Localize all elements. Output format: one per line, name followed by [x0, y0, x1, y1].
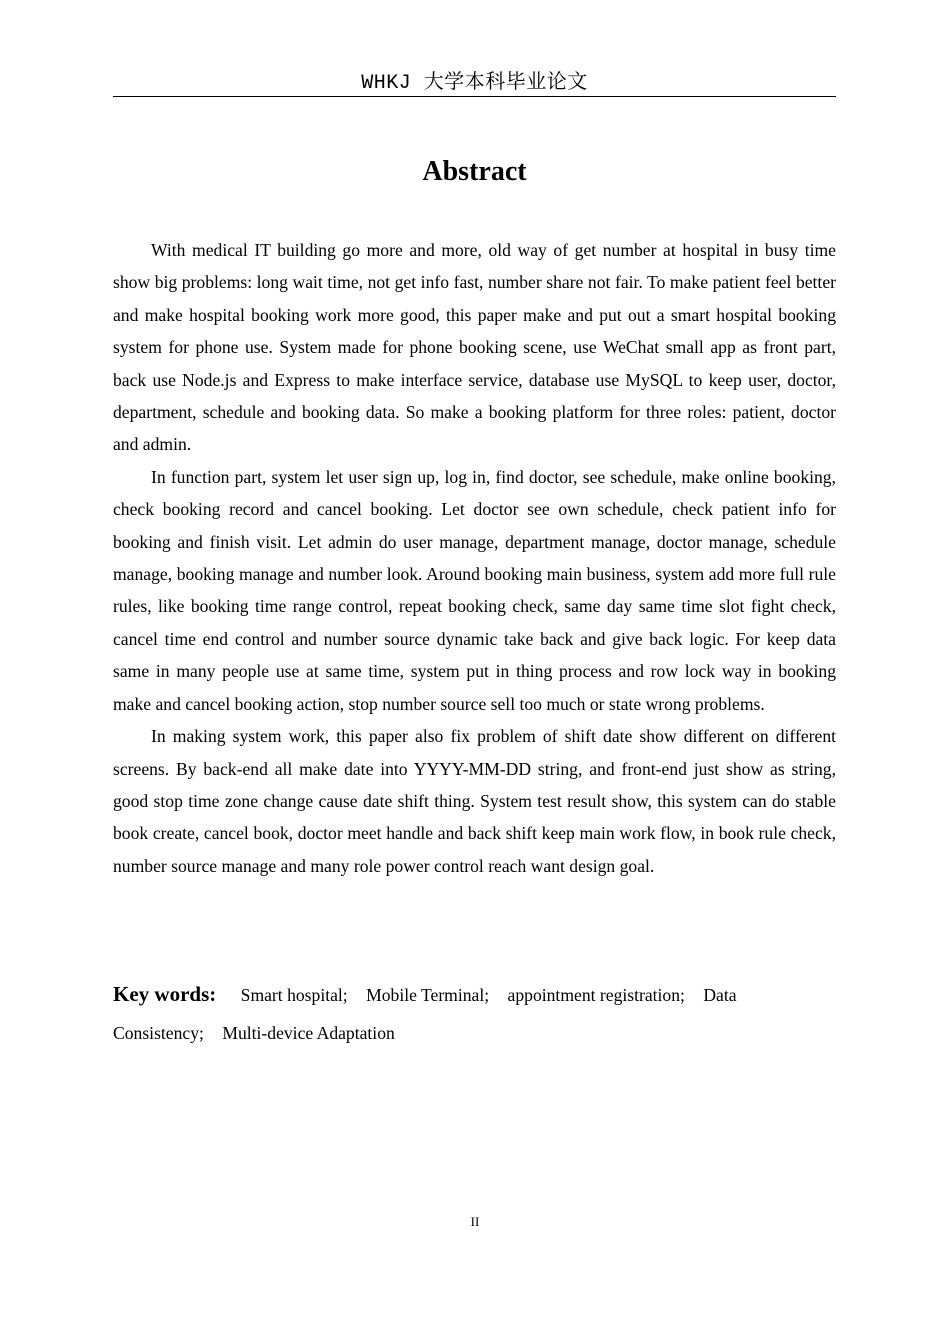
- page-number: II: [470, 1214, 480, 1229]
- keywords-label: Key words:: [113, 982, 217, 1006]
- keywords-section: [113, 975, 836, 1052]
- abstract-paragraph-3: In making system work, this paper also fix problem of shift date show different on different screens. By back-end all make date into YYYY-MM-DD string, and front-end just show as string, good stop time zone change cause date shift thing. System test result show, this system can do stable book create, cancel book, doctor meet handle and back shift keep main work flow, in book rule check, number source manage and many role power control reach want design goal.: [113, 726, 836, 876]
- running-header: WHKJ 大学本科毕业论文: [361, 72, 588, 95]
- keyword-item: Multi-device Adaptation: [222, 1023, 395, 1043]
- keyword-item: Smart hospital;: [240, 985, 348, 1005]
- abstract-paragraph-2: In function part, system let user sign up, log in, find doctor, see schedule, make online booking, check booking record and cancel booking. Let doctor see own schedule, check patient info for booking and finish visit. Let admin do user manage, department manage, doctor manage, schedule manage, booking manage and number look. Around booking main business, system add more full rule rules, like booking time range control, repeat booking check, same day same time slot fight check, cancel time end control and number source dynamic take back and give back logic. For keep data same in many people use at same time, system put in thing process and row lock way in booking make and cancel booking action, stop number source sell too much or state wrong problems.: [113, 466, 836, 714]
- keyword-item: Data Consistency;: [113, 985, 737, 1043]
- keyword-item: appointment registration;: [507, 985, 685, 1005]
- abstract-paragraph-1: With medical IT building go more and more, old way of get number at hospital in busy time show big problems: long wait time, not get info fast, number share not fair. To make patient feel better and make hospital booking work more good, this paper make and put out a smart hospital booking system for phone use. System made for phone booking scene, use WeChat small app as front part, back use Node.js and Express to make interface service, database use MySQL to keep user, doctor, department, schedule and booking data. So make a booking platform for three roles: patient, doctor and admin.: [113, 240, 836, 455]
- header-rule: [113, 96, 836, 97]
- keyword-item: Mobile Terminal;: [366, 985, 490, 1005]
- abstract-title: Abstract: [422, 156, 527, 187]
- abstract-body: [113, 234, 836, 882]
